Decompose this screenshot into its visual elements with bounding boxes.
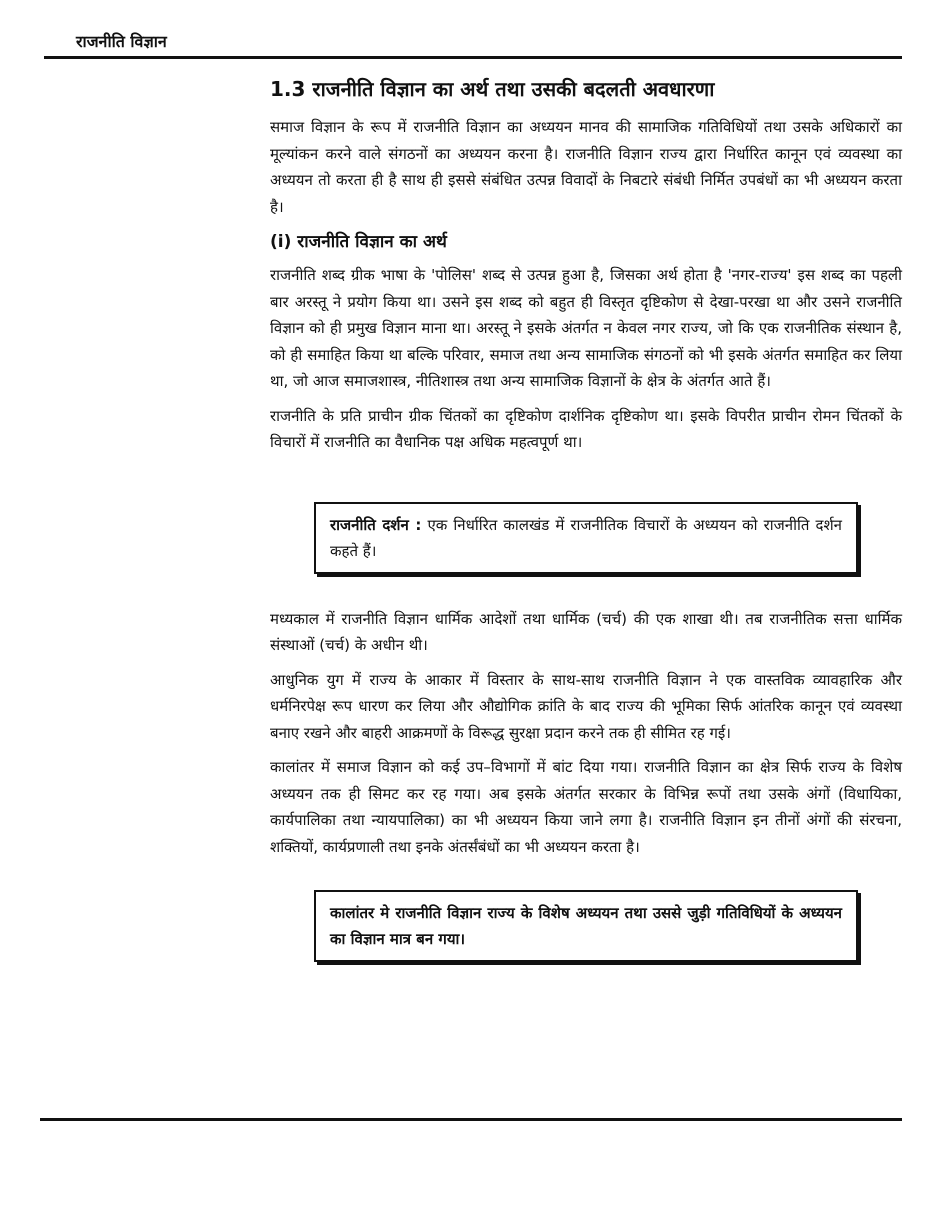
definition-term: राजनीति दर्शन : <box>330 515 422 534</box>
paragraph-greek-roman-view: राजनीति के प्रति प्राचीन ग्रीक चिंतकों का दृष्टिकोण दार्शनिक दृष्टिकोण था। इसके विपरीत प्राचीन रोमन चिंतकों के विचारों में राजनीति का वैधानिक पक्ष अधिक महत्वपूर्ण था। <box>270 406 902 451</box>
page-content <box>270 74 902 962</box>
intro-paragraph: समाज विज्ञान के रूप में राजनीति विज्ञान का अध्ययन मानव की सामाजिक गतिविधियों तथा उसके अधिकारों का मूल्यांकन करने वाले संगठनों का अध्ययन करना है। राजनीति विज्ञान राज्य द्वारा निर्धारित कानून एवं व्यवस्था का अध्ययन तो करता ही है साथ ही इससे संबंधित उत्पन्न विवादों के निबटारे संबंधी निर्मित उपबंधों का भी अध्ययन करता है। <box>270 118 902 216</box>
paragraph-modern-era: आधुनिक युग में राज्य के आकार में विस्तार के साथ-साथ राजनीति विज्ञान ने एक वास्तविक व्यावहारिक और धर्मनिरपेक्ष रूप धारण कर लिया और औद्योगिक क्रांति के बाद राज्य की भूमिका सिर्फ आंतरिक कानून एवं व्यवस्था बनाए रखने और बाहरी आक्रमणों के विरूद्ध सुरक्षा प्रदान करने तक ही सीमित रह गई। <box>270 670 902 742</box>
paragraph-sub-divisions: कालांतर में समाज विज्ञान को कई उप–विभागों में बांट दिया गया। राजनीति विज्ञान का क्षेत्र सिर्फ राज्य के विशेष अध्ययन तक ही सिमट कर रह गया। अब इसके अंतर्गत सरकार के विभिन्न रूपों तथा उसके अंगों (विधायिका, कार्यपालिका तथा न्यायपालिका) का भी अध्ययन किया जाने लगा है। राजनीति विज्ञान इन तीनों अंगों की संरचना, शक्तियों, कार्यप्रणाली तथा इनके अंतर्संबंधों का भी अध्ययन करता है। <box>270 758 902 856</box>
subsection-title: (i) राजनीति विज्ञान का अर्थ <box>270 232 447 252</box>
paragraph-medieval-period: मध्यकाल में राजनीति विज्ञान धार्मिक आदेशों तथा धार्मिक (चर्च) की एक शाखा थी। तब राजनीतिक सत्ता धार्मिक संस्थाओं (चर्च) के अधीन थी। <box>270 609 902 654</box>
paragraph-polis-origin: राजनीति शब्द ग्रीक भाषा के 'पोलिस' शब्द से उत्पन्न हुआ है, जिसका अर्थ होता है 'नगर-राज्य' इस शब्द का पहली बार अरस्तू ने प्रयोग किया था। उसने इस शब्द को बहुत ही विस्तृत दृष्टिकोण से देखा-परखा था और उसने राजनीति विज्ञान को ही प्रमुख विज्ञान माना था। अरस्तू ने इसके अंतर्गत न केवल नगर राज्य, जो कि एक राजनीतिक संस्थान है, को ही समाहित किया था बल्कि परिवार, समाज तथा अन्य सामाजिक संगठनों को भी इसके अंतर्गत समाहित कर लिया था, जो आज समाजशास्त्र, नीतिशास्त्र तथा अन्य सामाजिक विज्ञानों के क्षेत्र के अंतर्गत आते हैं। <box>270 266 902 390</box>
definition-text: एक निर्धारित कालखंड में राजनीतिक विचारों के अध्ययन को राजनीति दर्शन कहते हैं। <box>330 515 842 560</box>
summary-box: कालांतर मे राजनीति विज्ञान राज्य के विशेष अध्ययन तथा उससे जुड़ी गतिविधियों के अध्ययन का विज्ञान मात्र बन गया। <box>314 890 858 962</box>
running-header-title: राजनीति विज्ञान <box>76 32 167 51</box>
section-title: 1.3 राजनीति विज्ञान का अर्थ तथा उसकी बदलती अवधारणा <box>270 77 715 101</box>
header-rule <box>44 56 902 59</box>
footer-rule <box>40 1118 902 1121</box>
definition-box-political-philosophy <box>314 502 858 574</box>
